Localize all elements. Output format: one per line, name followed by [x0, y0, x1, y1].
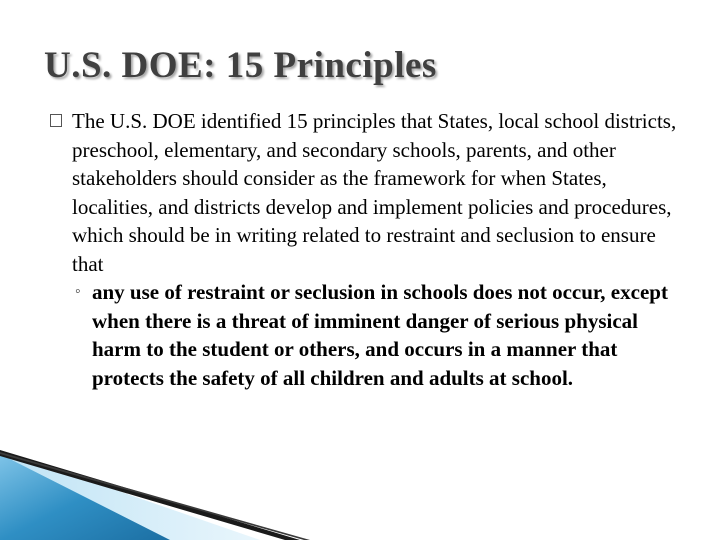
slide-body [50, 107, 680, 392]
sub-bullet [50, 278, 680, 392]
main-bullet-text: The U.S. DOE identified 15 principles that States, local school districts, preschool, elementary, and secondary schools, parents, and other stakeholders should consider as the framework for when States, localities, and districts develop and implement policies and procedures, which should be in writing related to restraint and seclusion to ensure that [72, 109, 677, 276]
sub-bullet-text: any use of restraint or seclusion in schools does not occur, except when there is a threat of imminent danger of serious physical harm to the student or others, and occurs in a manner that protects the safety of all children and adults at school. [92, 280, 668, 390]
slide-title: U.S. DOE: 15 Principles [44, 45, 437, 86]
main-bullet [50, 107, 680, 278]
circle-bullet-icon: ◦ [75, 283, 81, 300]
square-bullet-icon [50, 114, 62, 127]
blue-swoosh-decoration-icon [0, 450, 720, 540]
